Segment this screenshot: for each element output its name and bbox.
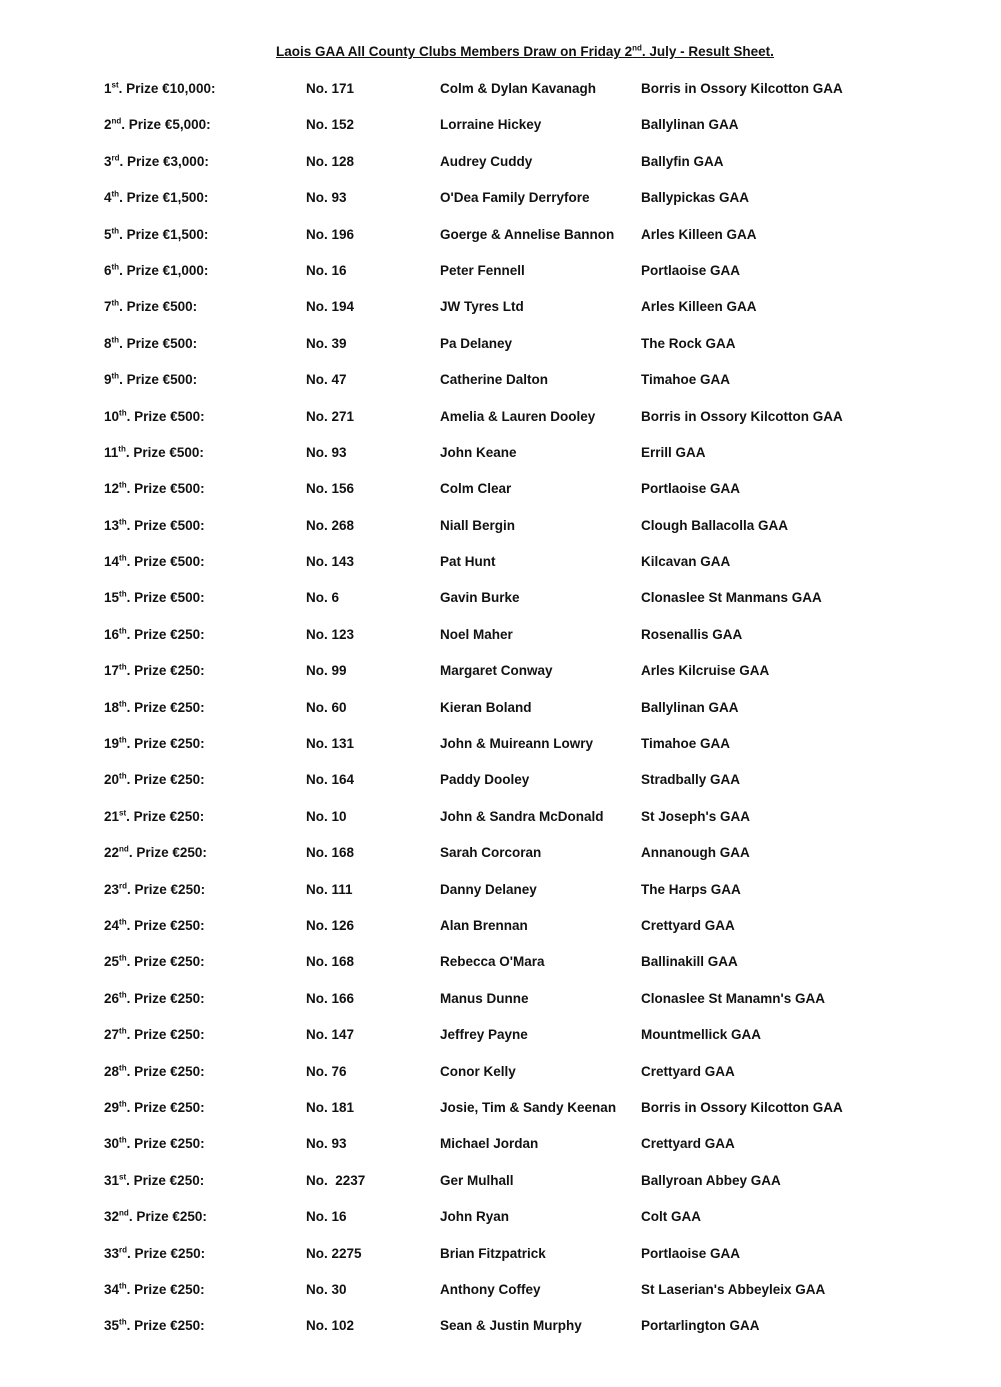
prize-ordinal: 15 xyxy=(104,590,120,606)
prize-ordinal-suffix: rd xyxy=(119,1245,128,1254)
winner-name: John Keane xyxy=(440,444,517,460)
winner-name: Pat Hunt xyxy=(440,554,496,570)
prize-amount: . Prize €250: xyxy=(126,1063,205,1079)
title-text: Laois GAA All County Clubs Members Draw on Friday 2 xyxy=(276,44,633,59)
prize-label xyxy=(104,735,205,753)
prize-ordinal-suffix: th xyxy=(119,735,127,745)
ticket-number: No. 6 xyxy=(306,590,340,606)
club-name: Kilcavan GAA xyxy=(641,554,731,570)
winner-name: Audrey Cuddy xyxy=(440,153,533,169)
prize-ordinal: 21 xyxy=(104,808,120,824)
prize-ordinal-suffix: th xyxy=(111,371,120,381)
prize-ordinal: 17 xyxy=(104,663,120,679)
prize-ordinal-suffix: th xyxy=(111,226,120,236)
prize-row xyxy=(0,1026,1001,1062)
prize-label xyxy=(104,953,205,971)
prize-ordinal-suffix: th xyxy=(119,699,127,709)
club-name: Portlaoise GAA xyxy=(641,1245,741,1261)
prize-ordinal: 14 xyxy=(104,554,120,570)
prize-amount: . Prize €250: xyxy=(126,917,205,933)
prize-row xyxy=(0,80,1001,116)
prize-row xyxy=(0,226,1001,262)
ticket-number: No. 99 xyxy=(306,663,347,679)
prize-ordinal: 25 xyxy=(104,954,120,970)
prize-ordinal-suffix: rd xyxy=(111,153,120,163)
prize-label xyxy=(104,1172,204,1190)
prize-amount: . Prize €500: xyxy=(126,481,205,497)
prize-row xyxy=(0,517,1001,553)
winner-name: Conor Kelly xyxy=(440,1063,516,1079)
prize-ordinal: 29 xyxy=(104,1099,120,1115)
prize-label xyxy=(104,335,197,353)
prize-amount: . Prize €500: xyxy=(119,299,198,315)
club-name: Ballinakill GAA xyxy=(641,954,738,970)
prize-ordinal-suffix: th xyxy=(119,1099,127,1109)
winner-name: Anthony Coffey xyxy=(440,1281,541,1297)
winner-name: Manus Dunne xyxy=(440,990,529,1006)
prize-list xyxy=(0,80,1001,1354)
prize-row xyxy=(0,735,1001,771)
prize-ordinal: 8 xyxy=(104,335,112,351)
prize-ordinal-suffix: th xyxy=(119,953,127,963)
winner-name: John & Sandra McDonald xyxy=(440,808,604,824)
prize-row xyxy=(0,626,1001,662)
prize-label xyxy=(104,917,205,935)
winner-name: JW Tyres Ltd xyxy=(440,299,524,315)
prize-label xyxy=(104,589,205,607)
prize-ordinal-suffix: th xyxy=(119,771,127,781)
prize-ordinal: 5 xyxy=(104,226,112,242)
prize-label xyxy=(104,408,205,426)
ticket-number: No. 128 xyxy=(306,153,355,169)
prize-label xyxy=(104,1245,205,1263)
prize-label xyxy=(104,1063,205,1081)
ticket-number: No. 93 xyxy=(306,1136,347,1152)
prize-label xyxy=(104,262,208,280)
prize-label xyxy=(104,1135,205,1153)
prize-ordinal: 12 xyxy=(104,481,120,497)
prize-ordinal-suffix: th xyxy=(111,262,120,272)
ticket-number: No. 111 xyxy=(306,881,353,897)
prize-row xyxy=(0,553,1001,589)
winner-name: Sean & Justin Murphy xyxy=(440,1318,582,1334)
ticket-number: No. 271 xyxy=(306,408,355,424)
winner-name: Ger Mulhall xyxy=(440,1172,514,1188)
ticket-number: No. 143 xyxy=(306,554,355,570)
prize-ordinal-suffix: th xyxy=(119,589,127,599)
winner-name: Colm Clear xyxy=(440,481,512,497)
club-name: Portlaoise GAA xyxy=(641,481,741,497)
club-name: Errill GAA xyxy=(641,444,706,460)
winner-name: Josie, Tim & Sandy Keenan xyxy=(440,1099,617,1115)
winner-name: Jeffrey Payne xyxy=(440,1027,528,1043)
ticket-number: No. 194 xyxy=(306,299,355,315)
ticket-number: No. 39 xyxy=(306,335,347,351)
club-name: Borris in Ossory Kilcotton GAA xyxy=(641,1099,843,1115)
prize-ordinal-suffix: th xyxy=(119,408,127,418)
prize-row xyxy=(0,1063,1001,1099)
winner-name: Brian Fitzpatrick xyxy=(440,1245,546,1261)
winner-name: Kieran Boland xyxy=(440,699,532,715)
prize-ordinal-suffix: th xyxy=(111,298,120,308)
prize-ordinal-suffix: th xyxy=(119,917,127,927)
ticket-number: No. 10 xyxy=(306,808,347,824)
prize-row xyxy=(0,335,1001,371)
winner-name: Pa Delaney xyxy=(440,335,513,351)
prize-amount: . Prize €5,000: xyxy=(121,117,211,133)
ticket-number: No. 93 xyxy=(306,190,347,206)
club-name: Ballyfin GAA xyxy=(641,153,724,169)
prize-ordinal-suffix: th xyxy=(111,189,120,199)
prize-ordinal-suffix: th xyxy=(119,626,127,636)
page-title xyxy=(0,44,1001,59)
prize-ordinal: 20 xyxy=(104,772,120,788)
prize-row xyxy=(0,480,1001,516)
club-name: Arles Kilcruise GAA xyxy=(641,663,770,679)
prize-label xyxy=(104,1026,205,1044)
prize-amount: . Prize €250: xyxy=(126,1099,205,1115)
ticket-number: No. 164 xyxy=(306,772,355,788)
prize-row xyxy=(0,771,1001,807)
ticket-number: No. 168 xyxy=(306,954,355,970)
prize-label xyxy=(104,371,197,389)
ticket-number: No. 147 xyxy=(306,1027,355,1043)
winner-name: Paddy Dooley xyxy=(440,772,530,788)
prize-label xyxy=(104,189,208,207)
prize-ordinal: 2 xyxy=(104,117,112,133)
club-name: Crettyard GAA xyxy=(641,1136,735,1152)
club-name: Timahoe GAA xyxy=(641,736,731,752)
ticket-number: No. 47 xyxy=(306,372,347,388)
club-name: Borris in Ossory Kilcotton GAA xyxy=(641,81,843,96)
prize-ordinal-suffix: nd xyxy=(119,844,129,854)
prize-label xyxy=(104,626,205,644)
prize-row xyxy=(0,589,1001,625)
prize-ordinal: 22 xyxy=(104,845,120,861)
prize-label xyxy=(104,881,205,899)
prize-amount: . Prize €250: xyxy=(126,808,205,824)
winner-name: Alan Brennan xyxy=(440,917,528,933)
club-name: Clonaslee St Manmans GAA xyxy=(641,590,822,606)
prize-ordinal: 16 xyxy=(104,626,120,642)
club-name: Annanough GAA xyxy=(641,845,750,861)
prize-row xyxy=(0,1281,1001,1317)
prize-label xyxy=(104,662,205,680)
prize-amount: . Prize €500: xyxy=(126,590,205,606)
prize-ordinal: 11 xyxy=(104,444,119,460)
prize-row xyxy=(0,298,1001,334)
winner-name: O'Dea Family Derryfore xyxy=(440,190,590,206)
prize-label xyxy=(104,517,205,535)
prize-ordinal-suffix: th xyxy=(111,335,120,345)
prize-label xyxy=(104,990,205,1008)
prize-amount: . Prize €250: xyxy=(126,663,205,679)
ticket-number: No. 16 xyxy=(306,262,347,278)
prize-ordinal: 6 xyxy=(104,262,112,278)
prize-amount: . Prize €250: xyxy=(126,990,205,1006)
prize-amount: . Prize €250: xyxy=(126,1281,205,1297)
club-name: Crettyard GAA xyxy=(641,1063,735,1079)
prize-row xyxy=(0,917,1001,953)
prize-ordinal: 30 xyxy=(104,1136,120,1152)
prize-label xyxy=(104,553,205,571)
winner-name: Amelia & Lauren Dooley xyxy=(440,408,596,424)
prize-ordinal: 7 xyxy=(104,299,112,315)
club-name: Borris in Ossory Kilcotton GAA xyxy=(641,408,843,424)
prize-amount: . Prize €500: xyxy=(126,408,205,424)
prize-amount: . Prize €250: xyxy=(128,1209,207,1225)
prize-row xyxy=(0,1208,1001,1244)
prize-amount: . Prize €250: xyxy=(126,1172,205,1188)
prize-row xyxy=(0,953,1001,989)
prize-ordinal-suffix: th xyxy=(119,553,127,563)
prize-row xyxy=(0,808,1001,844)
club-name: Colt GAA xyxy=(641,1209,701,1225)
club-name: Ballylinan GAA xyxy=(641,117,739,133)
ticket-number: No. 30 xyxy=(306,1281,347,1297)
prize-amount: . Prize €250: xyxy=(126,1318,205,1334)
winner-name: Lorraine Hickey xyxy=(440,117,542,133)
club-name: Arles Killeen GAA xyxy=(641,299,757,315)
club-name: Crettyard GAA xyxy=(641,917,735,933)
prize-ordinal: 3 xyxy=(104,153,112,169)
prize-ordinal-suffix: th xyxy=(119,990,127,1000)
ticket-number: No. 60 xyxy=(306,699,347,715)
prize-label xyxy=(104,226,208,244)
ticket-number: No. 102 xyxy=(306,1318,355,1334)
ticket-number: No. 168 xyxy=(306,845,355,861)
prize-ordinal-suffix: th xyxy=(119,1281,127,1291)
prize-row xyxy=(0,262,1001,298)
prize-ordinal: 32 xyxy=(104,1209,120,1225)
prize-ordinal-suffix: th xyxy=(119,662,127,672)
prize-label xyxy=(104,1317,205,1335)
ticket-number: No. 171 xyxy=(306,81,355,96)
prize-row xyxy=(0,408,1001,444)
club-name: St Joseph's GAA xyxy=(641,808,750,824)
prize-ordinal: 1 xyxy=(104,81,112,96)
prize-ordinal: 31 xyxy=(104,1172,120,1188)
prize-ordinal: 13 xyxy=(104,517,120,533)
prize-ordinal: 28 xyxy=(104,1063,120,1079)
ticket-number: No. 181 xyxy=(306,1099,355,1115)
prize-ordinal-suffix: th xyxy=(118,444,126,454)
club-name: The Rock GAA xyxy=(641,335,736,351)
prize-label xyxy=(104,298,197,316)
winner-name: Noel Maher xyxy=(440,626,513,642)
winner-name: Catherine Dalton xyxy=(440,372,549,388)
prize-ordinal-suffix: nd xyxy=(111,116,122,126)
prize-amount: . Prize €250: xyxy=(127,1245,206,1261)
ticket-number: No. 152 xyxy=(306,117,355,133)
prize-ordinal: 19 xyxy=(104,736,120,752)
prize-label xyxy=(104,444,204,462)
club-name: Stradbally GAA xyxy=(641,772,741,788)
prize-ordinal-suffix: st xyxy=(111,80,119,90)
prize-ordinal-suffix: th xyxy=(119,517,127,527)
ticket-number: No. 2237 xyxy=(306,1172,366,1188)
prize-ordinal-suffix: th xyxy=(119,1317,127,1327)
prize-ordinal-suffix: st xyxy=(119,1172,127,1182)
winner-name: Margaret Conway xyxy=(440,663,553,679)
prize-ordinal: 27 xyxy=(104,1027,120,1043)
winner-name: Rebecca O'Mara xyxy=(440,954,545,970)
prize-label xyxy=(104,699,205,717)
prize-amount: . Prize €250: xyxy=(126,699,205,715)
prize-row xyxy=(0,444,1001,480)
prize-label xyxy=(104,116,211,134)
prize-amount: . Prize €250: xyxy=(126,1136,205,1152)
ticket-number: No. 166 xyxy=(306,990,355,1006)
club-name: St Laserian's Abbeyleix GAA xyxy=(641,1281,826,1297)
prize-amount: . Prize €1,500: xyxy=(119,190,209,206)
club-name: Ballypickas GAA xyxy=(641,190,750,206)
prize-row xyxy=(0,189,1001,225)
club-name: Portarlington GAA xyxy=(641,1318,760,1334)
prize-ordinal: 35 xyxy=(104,1318,120,1334)
prize-label xyxy=(104,844,207,862)
prize-ordinal: 33 xyxy=(104,1245,120,1261)
prize-amount: . Prize €500: xyxy=(125,444,204,460)
title-text-end: . July - Result Sheet. xyxy=(641,44,774,59)
winner-name: Niall Bergin xyxy=(440,517,516,533)
ticket-number: No. 2275 xyxy=(306,1245,362,1261)
club-name: Ballyroan Abbey GAA xyxy=(641,1172,781,1188)
ticket-number: No. 76 xyxy=(306,1063,347,1079)
club-name: Clough Ballacolla GAA xyxy=(641,517,789,533)
ticket-number: No. 16 xyxy=(306,1209,347,1225)
prize-amount: . Prize €250: xyxy=(127,881,206,897)
title-superscript: nd xyxy=(632,43,642,53)
prize-row xyxy=(0,371,1001,407)
prize-amount: . Prize €250: xyxy=(128,845,207,861)
club-name: Clonaslee St Manamn's GAA xyxy=(641,990,826,1006)
prize-label xyxy=(104,480,205,498)
prize-ordinal: 4 xyxy=(104,190,112,206)
club-name: The Harps GAA xyxy=(641,881,741,897)
prize-row xyxy=(0,1099,1001,1135)
prize-ordinal: 9 xyxy=(104,372,112,388)
prize-row xyxy=(0,662,1001,698)
ticket-number: No. 196 xyxy=(306,226,355,242)
winner-name: Peter Fennell xyxy=(440,262,525,278)
winner-name: Gavin Burke xyxy=(440,590,520,606)
prize-row xyxy=(0,844,1001,880)
ticket-number: No. 268 xyxy=(306,517,355,533)
prize-ordinal-suffix: rd xyxy=(119,881,128,891)
club-name: Ballylinan GAA xyxy=(641,699,739,715)
club-name: Arles Killeen GAA xyxy=(641,226,757,242)
prize-amount: . Prize €500: xyxy=(119,372,198,388)
prize-ordinal-suffix: th xyxy=(119,1135,127,1145)
prize-ordinal-suffix: nd xyxy=(119,1208,129,1218)
prize-row xyxy=(0,1135,1001,1171)
prize-label xyxy=(104,1099,205,1117)
prize-ordinal: 23 xyxy=(104,881,120,897)
prize-row xyxy=(0,153,1001,189)
club-name: Portlaoise GAA xyxy=(641,262,741,278)
club-name: Mountmellick GAA xyxy=(641,1027,762,1043)
prize-ordinal-suffix: st xyxy=(119,808,127,818)
prize-label xyxy=(104,153,209,171)
prize-amount: . Prize €1,500: xyxy=(119,226,209,242)
prize-row xyxy=(0,1172,1001,1208)
prize-amount: . Prize €10,000: xyxy=(118,81,216,96)
prize-amount: . Prize €3,000: xyxy=(119,153,209,169)
winner-name: Sarah Corcoran xyxy=(440,845,542,861)
prize-amount: . Prize €500: xyxy=(126,554,205,570)
prize-ordinal: 26 xyxy=(104,990,120,1006)
prize-ordinal-suffix: th xyxy=(119,480,127,490)
prize-label xyxy=(104,1281,205,1299)
winner-name: Goerge & Annelise Bannon xyxy=(440,226,615,242)
prize-amount: . Prize €500: xyxy=(126,517,205,533)
ticket-number: No. 93 xyxy=(306,444,347,460)
winner-name: John & Muireann Lowry xyxy=(440,736,594,752)
winner-name: Danny Delaney xyxy=(440,881,537,897)
prize-amount: . Prize €250: xyxy=(126,1027,205,1043)
club-name: Rosenallis GAA xyxy=(641,626,743,642)
prize-ordinal-suffix: th xyxy=(119,1063,127,1073)
club-name: Timahoe GAA xyxy=(641,372,731,388)
prize-label xyxy=(104,771,205,789)
ticket-number: No. 123 xyxy=(306,626,355,642)
prize-ordinal: 10 xyxy=(104,408,120,424)
prize-row xyxy=(0,1245,1001,1281)
prize-label xyxy=(104,80,215,98)
prize-row xyxy=(0,1317,1001,1353)
winner-name: John Ryan xyxy=(440,1209,510,1225)
ticket-number: No. 131 xyxy=(306,736,355,752)
prize-amount: . Prize €250: xyxy=(126,772,205,788)
prize-ordinal: 18 xyxy=(104,699,120,715)
prize-amount: . Prize €250: xyxy=(126,626,205,642)
prize-label xyxy=(104,1208,207,1226)
prize-ordinal: 24 xyxy=(104,917,120,933)
prize-ordinal-suffix: th xyxy=(119,1026,127,1036)
ticket-number: No. 126 xyxy=(306,917,355,933)
prize-amount: . Prize €1,000: xyxy=(119,262,209,278)
prize-ordinal: 34 xyxy=(104,1281,120,1297)
prize-row xyxy=(0,990,1001,1026)
winner-name: Michael Jordan xyxy=(440,1136,539,1152)
prize-amount: . Prize €500: xyxy=(119,335,198,351)
prize-row xyxy=(0,699,1001,735)
prize-row xyxy=(0,116,1001,152)
prize-amount: . Prize €250: xyxy=(126,954,205,970)
prize-row xyxy=(0,881,1001,917)
prize-label xyxy=(104,808,204,826)
prize-amount: . Prize €250: xyxy=(126,736,205,752)
winner-name: Colm & Dylan Kavanagh xyxy=(440,81,597,96)
ticket-number: No. 156 xyxy=(306,481,355,497)
